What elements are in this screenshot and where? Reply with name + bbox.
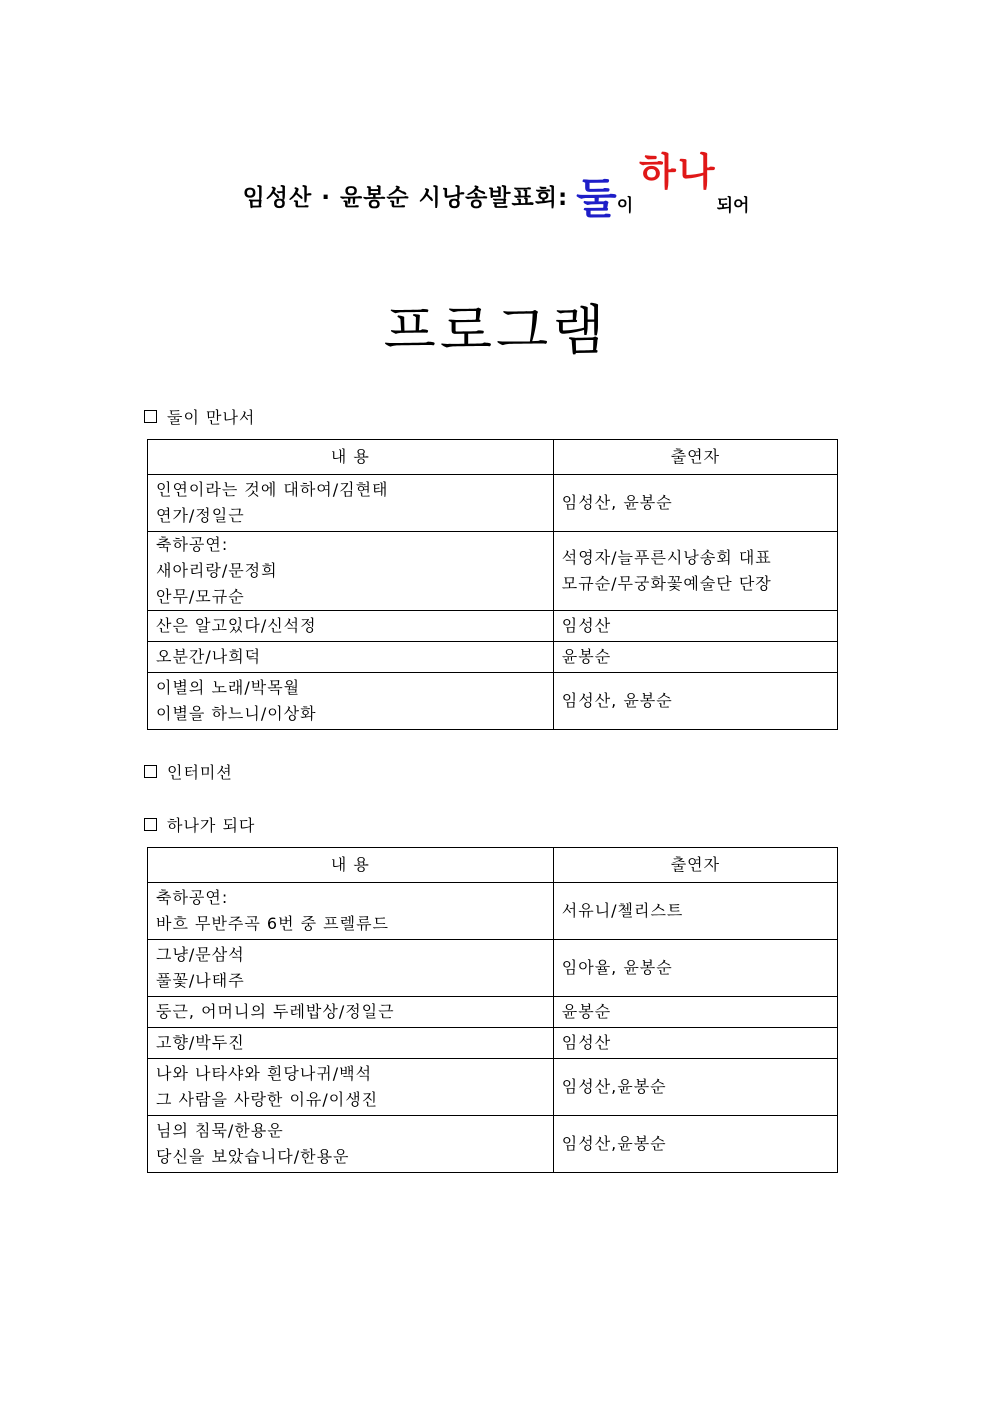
content-cell — [148, 642, 554, 673]
content-line: 그냥/문삼석 — [156, 945, 245, 964]
content-cell — [148, 940, 554, 997]
performer-cell — [553, 1028, 837, 1059]
table-row — [148, 611, 838, 642]
content-line: 축하공연: — [156, 888, 229, 907]
content-line: 산은 알고있다/신석정 — [156, 616, 317, 635]
content-cell — [148, 1059, 554, 1116]
checkbox-icon — [144, 818, 157, 831]
section-heading-2 — [144, 760, 233, 783]
section-heading-3 — [144, 813, 255, 836]
table-row — [148, 940, 838, 997]
performer-cell — [553, 1116, 837, 1173]
content-line: 축하공연: — [156, 535, 229, 554]
table-header-row — [148, 440, 838, 475]
content-line: 님의 침묵/한용운 — [156, 1121, 284, 1140]
event-headline — [0, 150, 992, 238]
checkbox-icon — [144, 765, 157, 778]
table-row — [148, 642, 838, 673]
content-line: 나와 나타샤와 흰당나귀/백석 — [156, 1064, 373, 1083]
column-header-content: 내 용 — [148, 848, 554, 883]
content-cell — [148, 475, 554, 532]
headline-dul: 둘 — [576, 174, 617, 223]
performer-cell — [553, 642, 837, 673]
content-line: 둥근, 어머니의 두레밥상/정일근 — [156, 1002, 395, 1021]
table-row — [148, 1059, 838, 1116]
section-heading-1-label: 둘이 만나서 — [167, 408, 256, 427]
headline-hana: 하나 — [639, 150, 717, 194]
performer-cell — [553, 673, 837, 730]
document-title: 프로그램 — [383, 299, 609, 362]
section-heading-3-label: 하나가 되다 — [167, 816, 256, 835]
content-cell — [148, 532, 554, 611]
content-line: 오분간/나희덕 — [156, 647, 262, 666]
content-cell — [148, 673, 554, 730]
performer-cell — [553, 940, 837, 997]
content-line: 고향/박두진 — [156, 1033, 245, 1052]
table-row — [148, 1116, 838, 1173]
performer-cell — [553, 997, 837, 1028]
content-line: 연가/정일근 — [156, 506, 245, 525]
headline-i: 이 — [616, 196, 634, 216]
performer-cell — [553, 611, 837, 642]
content-line: 안무/모규순 — [156, 587, 245, 606]
content-line: 새아리랑/문정희 — [156, 561, 278, 580]
column-header-content: 내 용 — [148, 440, 554, 475]
performer-line: 석영자/늘푸른시낭송회 대표 — [561, 548, 772, 567]
table-row — [148, 883, 838, 940]
section-heading-1 — [144, 405, 255, 428]
content-line: 바흐 무반주곡 6번 중 프렐류드 — [156, 914, 389, 933]
performer-line: 윤봉순 — [561, 647, 612, 666]
content-cell — [148, 997, 554, 1028]
content-cell — [148, 883, 554, 940]
performer-line: 임성산,윤봉순 — [561, 1134, 667, 1153]
table-row — [148, 532, 838, 611]
program-table-2 — [147, 847, 838, 1173]
performer-line: 임아율, 윤봉순 — [561, 958, 673, 977]
content-line: 그 사람을 사랑한 이유/이생진 — [156, 1090, 379, 1109]
performer-cell — [553, 475, 837, 532]
content-line: 이별을 하느니/이상화 — [156, 704, 317, 723]
content-line: 인연이라는 것에 대하여/김현태 — [156, 480, 389, 499]
content-cell — [148, 1116, 554, 1173]
table-row — [148, 673, 838, 730]
headline-prefix: 임성산 · 윤봉순 시낭송발표회: — [242, 185, 569, 211]
performer-cell — [553, 1059, 837, 1116]
performer-cell — [553, 532, 837, 611]
table-row — [148, 997, 838, 1028]
performer-line: 임성산 — [561, 1033, 612, 1052]
performer-line: 임성산,윤봉순 — [561, 1077, 667, 1096]
table-row — [148, 475, 838, 532]
table-row — [148, 1028, 838, 1059]
performer-line: 임성산 — [561, 616, 612, 635]
performer-line: 임성산, 윤봉순 — [561, 493, 673, 512]
program-table-1 — [147, 439, 838, 730]
performer-line: 모규순/무궁화꽃예술단 단장 — [561, 574, 772, 593]
performer-line: 윤봉순 — [561, 1002, 612, 1021]
column-header-performer: 출연자 — [553, 440, 837, 475]
section-heading-2-label: 인터미션 — [167, 763, 233, 782]
column-header-performer: 출연자 — [553, 848, 837, 883]
performer-line: 서유니/첼리스트 — [561, 901, 684, 920]
table-header-row — [148, 848, 838, 883]
content-cell — [148, 611, 554, 642]
content-cell — [148, 1028, 554, 1059]
content-line: 이별의 노래/박목월 — [156, 678, 301, 697]
performer-line: 임성산, 윤봉순 — [561, 691, 673, 710]
content-line: 당신을 보았습니다/한용운 — [156, 1147, 350, 1166]
headline-doeeo: 되어 — [716, 196, 750, 216]
content-line: 풀꽃/나태주 — [156, 971, 245, 990]
performer-cell — [553, 883, 837, 940]
checkbox-icon — [144, 410, 157, 423]
